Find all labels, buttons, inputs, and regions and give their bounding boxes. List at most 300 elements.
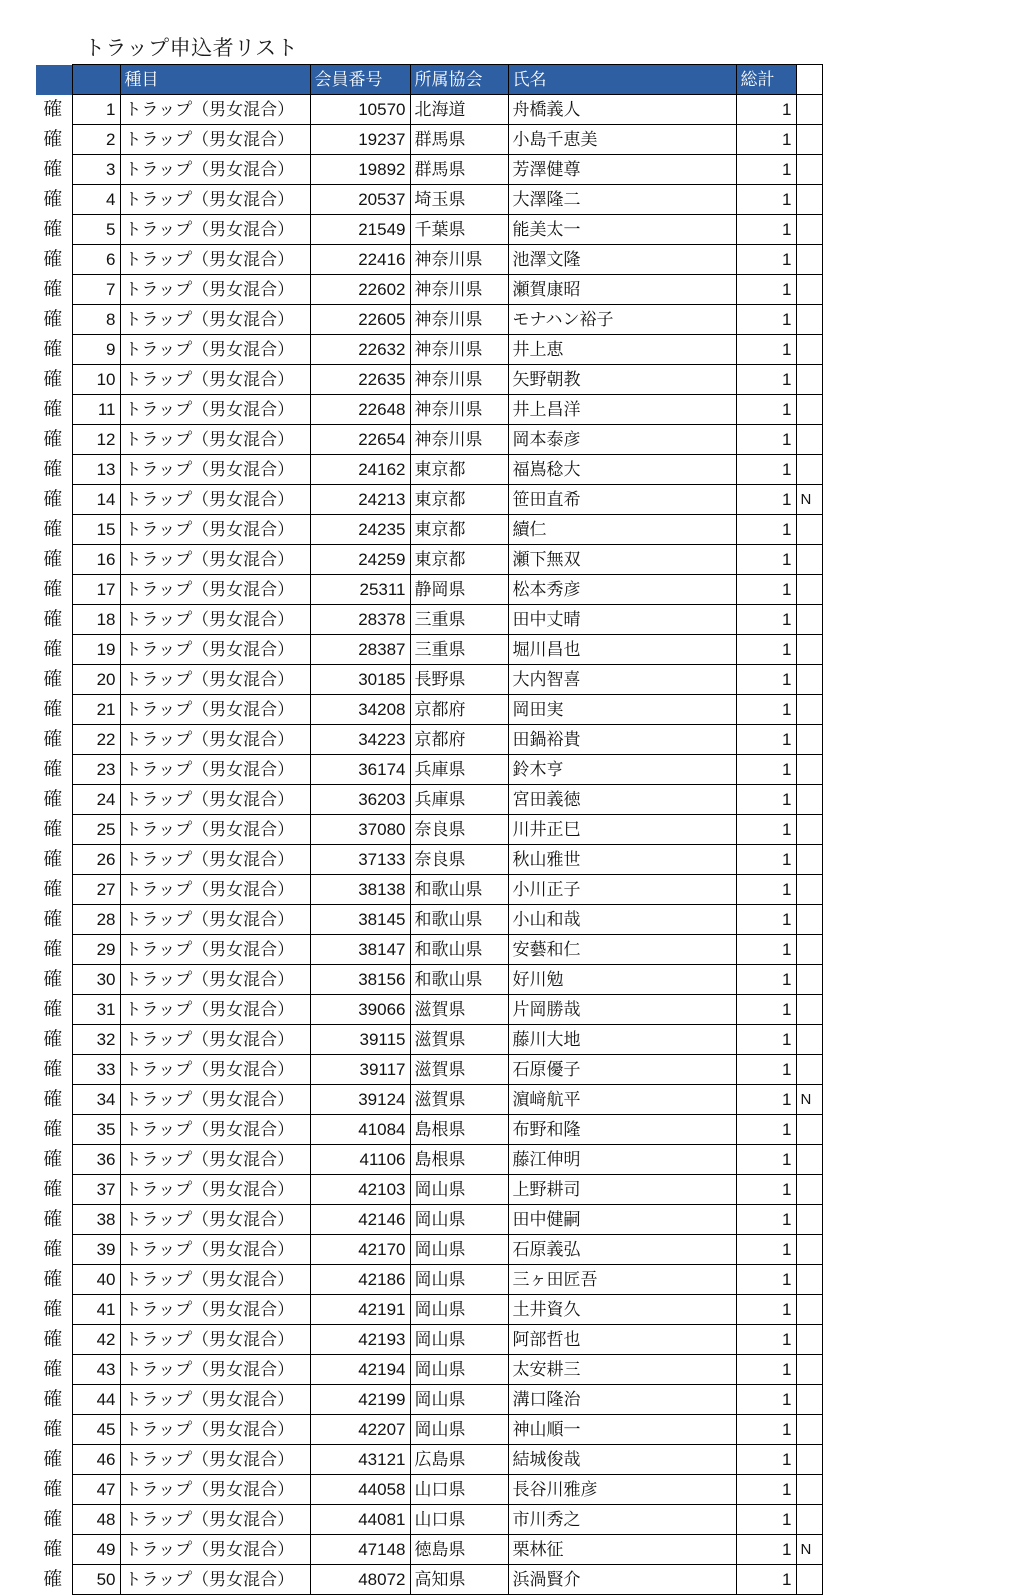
row-flag	[796, 815, 822, 845]
row-name: 松本秀彦	[508, 575, 736, 605]
row-name: 上野耕司	[508, 1175, 736, 1205]
row-name: 太安耕三	[508, 1355, 736, 1385]
row-name: 田鍋裕貴	[508, 725, 736, 755]
row-event: トラップ（男女混合）	[120, 1235, 310, 1265]
row-event: トラップ（男女混合）	[120, 545, 310, 575]
row-status: 確	[43, 639, 63, 660]
row-member-no: 37133	[310, 845, 410, 875]
row-number: 37	[72, 1175, 120, 1205]
row-total: 1	[736, 425, 796, 455]
row-total: 1	[736, 395, 796, 425]
row-total: 1	[736, 1205, 796, 1235]
row-association: 神奈川県	[410, 305, 508, 335]
row-total: 1	[736, 815, 796, 845]
row-number: 5	[72, 215, 120, 245]
row-total: 1	[736, 785, 796, 815]
row-name: 瀬下無双	[508, 545, 736, 575]
row-number: 38	[72, 1205, 120, 1235]
row-name: 岡本泰彦	[508, 425, 736, 455]
row-status: 確	[43, 1359, 63, 1380]
row-event: トラップ（男女混合）	[120, 725, 310, 755]
row-flag	[796, 215, 822, 245]
row-total: 1	[736, 1175, 796, 1205]
table-row	[36, 965, 822, 995]
row-event: トラップ（男女混合）	[120, 1145, 310, 1175]
row-event: トラップ（男女混合）	[120, 635, 310, 665]
row-event: トラップ（男女混合）	[120, 1295, 310, 1325]
row-number: 10	[72, 365, 120, 395]
row-flag	[796, 995, 822, 1025]
row-status: 確	[43, 1059, 63, 1080]
row-member-no: 42170	[310, 1235, 410, 1265]
row-flag	[796, 1265, 822, 1295]
row-status: 確	[43, 609, 63, 630]
row-flag	[796, 845, 822, 875]
row-number: 34	[72, 1085, 120, 1115]
row-status: 確	[43, 789, 63, 810]
table-row	[36, 875, 822, 905]
row-association: 和歌山県	[410, 905, 508, 935]
row-member-no: 42194	[310, 1355, 410, 1385]
row-association: 神奈川県	[410, 395, 508, 425]
row-total: 1	[736, 305, 796, 335]
row-number: 1	[72, 95, 120, 125]
row-association: 岡山県	[410, 1175, 508, 1205]
table-row	[36, 1265, 822, 1295]
row-name: 安藝和仁	[508, 935, 736, 965]
row-association: 京都府	[410, 725, 508, 755]
row-number: 40	[72, 1265, 120, 1295]
row-status: 確	[43, 909, 63, 930]
row-member-no: 39124	[310, 1085, 410, 1115]
row-event: トラップ（男女混合）	[120, 1445, 310, 1475]
page-title: トラップ申込者リスト	[84, 37, 299, 60]
table-row	[36, 725, 822, 755]
row-flag	[796, 575, 822, 605]
row-member-no: 42103	[310, 1175, 410, 1205]
row-member-no: 36174	[310, 755, 410, 785]
row-association: 神奈川県	[410, 335, 508, 365]
row-total: 1	[736, 1505, 796, 1535]
row-name: 宮田義徳	[508, 785, 736, 815]
row-number: 41	[72, 1295, 120, 1325]
row-flag	[796, 125, 822, 155]
row-member-no: 10570	[310, 95, 410, 125]
table-row	[36, 695, 822, 725]
row-flag	[796, 695, 822, 725]
row-association: 奈良県	[410, 815, 508, 845]
table-row	[36, 845, 822, 875]
row-name: 大澤隆二	[508, 185, 736, 215]
row-total: 1	[736, 1295, 796, 1325]
row-event: トラップ（男女混合）	[120, 1025, 310, 1055]
row-member-no: 22632	[310, 335, 410, 365]
row-event: トラップ（男女混合）	[120, 1475, 310, 1505]
row-number: 48	[72, 1505, 120, 1535]
row-status: 確	[43, 1239, 63, 1260]
row-status: 確	[43, 1449, 63, 1470]
row-event: トラップ（男女混合）	[120, 245, 310, 275]
row-status: 確	[43, 1569, 63, 1590]
row-event: トラップ（男女混合）	[120, 1415, 310, 1445]
row-event: トラップ（男女混合）	[120, 395, 310, 425]
row-status: 確	[43, 669, 63, 690]
row-status: 確	[43, 819, 63, 840]
row-number: 33	[72, 1055, 120, 1085]
row-number: 2	[72, 125, 120, 155]
row-status: 確	[43, 879, 63, 900]
applicant-list-table-wrap	[36, 64, 826, 1595]
row-total: 1	[736, 1085, 796, 1115]
row-total: 1	[736, 575, 796, 605]
row-number: 8	[72, 305, 120, 335]
row-number: 22	[72, 725, 120, 755]
table-row	[36, 1385, 822, 1415]
row-event: トラップ（男女混合）	[120, 1325, 310, 1355]
row-status: 確	[43, 519, 63, 540]
row-member-no: 42193	[310, 1325, 410, 1355]
row-flag	[796, 365, 822, 395]
row-total: 1	[736, 275, 796, 305]
row-status: 確	[43, 1209, 63, 1230]
row-number: 43	[72, 1355, 120, 1385]
row-association: 岡山県	[410, 1385, 508, 1415]
row-event: トラップ（男女混合）	[120, 1265, 310, 1295]
table-row	[36, 605, 822, 635]
table-row	[36, 545, 822, 575]
row-flag	[796, 1295, 822, 1325]
row-member-no: 39066	[310, 995, 410, 1025]
row-status: 確	[43, 1479, 63, 1500]
row-number: 17	[72, 575, 120, 605]
row-total: 1	[736, 1385, 796, 1415]
row-total: 1	[736, 665, 796, 695]
row-event: トラップ（男女混合）	[120, 215, 310, 245]
row-number: 15	[72, 515, 120, 545]
row-name: 舟橋義人	[508, 95, 736, 125]
table-row	[36, 1295, 822, 1325]
row-total: 1	[736, 875, 796, 905]
row-flag	[796, 785, 822, 815]
row-number: 29	[72, 935, 120, 965]
row-flag	[796, 1415, 822, 1445]
row-number: 26	[72, 845, 120, 875]
row-total: 1	[736, 1475, 796, 1505]
table-row	[36, 1055, 822, 1085]
row-flag	[796, 1205, 822, 1235]
row-number: 46	[72, 1445, 120, 1475]
row-total: 1	[736, 935, 796, 965]
row-status: 確	[43, 699, 63, 720]
row-number: 23	[72, 755, 120, 785]
row-total: 1	[736, 965, 796, 995]
row-member-no: 44081	[310, 1505, 410, 1535]
row-association: 群馬県	[410, 155, 508, 185]
row-event: トラップ（男女混合）	[120, 1175, 310, 1205]
table-body	[36, 95, 822, 1595]
row-flag	[796, 275, 822, 305]
row-name: モナハン裕子	[508, 305, 736, 335]
row-total: 1	[736, 725, 796, 755]
row-member-no: 37080	[310, 815, 410, 845]
row-member-no: 28378	[310, 605, 410, 635]
row-member-no: 22654	[310, 425, 410, 455]
row-member-no: 20537	[310, 185, 410, 215]
row-member-no: 22648	[310, 395, 410, 425]
row-number: 20	[72, 665, 120, 695]
table-row	[36, 1145, 822, 1175]
row-total: 1	[736, 1445, 796, 1475]
row-event: トラップ（男女混合）	[120, 875, 310, 905]
row-association: 岡山県	[410, 1205, 508, 1235]
row-event: トラップ（男女混合）	[120, 905, 310, 935]
row-status: 確	[43, 1149, 63, 1170]
column-header-member-no: 会員番号	[310, 65, 410, 95]
row-flag	[796, 515, 822, 545]
row-event: トラップ（男女混合）	[120, 335, 310, 365]
row-number: 42	[72, 1325, 120, 1355]
row-event: トラップ（男女混合）	[120, 125, 310, 155]
row-flag: N	[796, 1535, 822, 1565]
row-flag	[796, 1505, 822, 1535]
row-association: 兵庫県	[410, 755, 508, 785]
row-association: 奈良県	[410, 845, 508, 875]
row-event: トラップ（男女混合）	[120, 305, 310, 335]
row-member-no: 42146	[310, 1205, 410, 1235]
row-total: 1	[736, 125, 796, 155]
row-status: 確	[43, 159, 63, 180]
row-flag	[796, 1175, 822, 1205]
row-member-no: 42207	[310, 1415, 410, 1445]
row-name: 長谷川雅彦	[508, 1475, 736, 1505]
row-member-no: 42199	[310, 1385, 410, 1415]
row-member-no: 34208	[310, 695, 410, 725]
row-name: 福嶌稔大	[508, 455, 736, 485]
row-status: 確	[43, 849, 63, 870]
row-flag	[796, 95, 822, 125]
row-name: 大内智喜	[508, 665, 736, 695]
row-status: 確	[43, 969, 63, 990]
row-status: 確	[43, 1419, 63, 1440]
row-member-no: 38156	[310, 965, 410, 995]
row-status: 確	[43, 189, 63, 210]
table-row	[36, 905, 822, 935]
row-flag	[796, 875, 822, 905]
applicant-list-table	[36, 64, 823, 1595]
row-association: 三重県	[410, 635, 508, 665]
row-number: 11	[72, 395, 120, 425]
row-total: 1	[736, 365, 796, 395]
table-header-row	[36, 65, 822, 95]
row-number: 45	[72, 1415, 120, 1445]
row-name: 鈴木亨	[508, 755, 736, 785]
row-name: 小川正子	[508, 875, 736, 905]
row-association: 兵庫県	[410, 785, 508, 815]
row-flag	[796, 1355, 822, 1385]
row-name: 小山和哉	[508, 905, 736, 935]
row-flag	[796, 935, 822, 965]
row-name: 能美太一	[508, 215, 736, 245]
row-number: 9	[72, 335, 120, 365]
row-member-no: 42186	[310, 1265, 410, 1295]
row-association: 神奈川県	[410, 425, 508, 455]
row-status: 確	[43, 129, 63, 150]
row-status: 確	[43, 399, 63, 420]
row-association: 北海道	[410, 95, 508, 125]
row-total: 1	[736, 1355, 796, 1385]
row-status: 確	[43, 459, 63, 480]
row-flag	[796, 965, 822, 995]
row-event: トラップ（男女混合）	[120, 1085, 310, 1115]
row-name: 井上恵	[508, 335, 736, 365]
row-status: 確	[43, 99, 63, 120]
row-member-no: 22416	[310, 245, 410, 275]
column-header-no	[72, 65, 120, 95]
row-total: 1	[736, 155, 796, 185]
row-event: トラップ（男女混合）	[120, 455, 310, 485]
row-name: 小島千恵美	[508, 125, 736, 155]
table-row	[36, 935, 822, 965]
row-event: トラップ（男女混合）	[120, 605, 310, 635]
row-number: 14	[72, 485, 120, 515]
row-event: トラップ（男女混合）	[120, 1115, 310, 1145]
row-member-no: 24213	[310, 485, 410, 515]
row-name: 三ヶ田匠吾	[508, 1265, 736, 1295]
row-name: 栗林征	[508, 1535, 736, 1565]
row-name: 芳澤健尊	[508, 155, 736, 185]
row-total: 1	[736, 635, 796, 665]
row-name: 片岡勝哉	[508, 995, 736, 1025]
row-total: 1	[736, 755, 796, 785]
row-association: 東京都	[410, 455, 508, 485]
row-number: 49	[72, 1535, 120, 1565]
table-row	[36, 365, 822, 395]
row-name: 結城俊哉	[508, 1445, 736, 1475]
row-association: 島根県	[410, 1145, 508, 1175]
table-row	[36, 275, 822, 305]
row-name: 秋山雅世	[508, 845, 736, 875]
row-number: 50	[72, 1565, 120, 1595]
row-total: 1	[736, 485, 796, 515]
table-row	[36, 215, 822, 245]
table-row	[36, 815, 822, 845]
row-flag	[796, 1115, 822, 1145]
row-association: 和歌山県	[410, 875, 508, 905]
row-event: トラップ（男女混合）	[120, 1565, 310, 1595]
row-name: 石原義弘	[508, 1235, 736, 1265]
row-number: 32	[72, 1025, 120, 1055]
row-number: 3	[72, 155, 120, 185]
table-row	[36, 1085, 822, 1115]
row-total: 1	[736, 1115, 796, 1145]
row-member-no: 42191	[310, 1295, 410, 1325]
row-number: 27	[72, 875, 120, 905]
row-status: 確	[43, 219, 63, 240]
row-status: 確	[43, 369, 63, 390]
table-row	[36, 1505, 822, 1535]
row-member-no: 30185	[310, 665, 410, 695]
row-name: 堀川昌也	[508, 635, 736, 665]
row-flag	[796, 755, 822, 785]
row-total: 1	[736, 605, 796, 635]
row-member-no: 24259	[310, 545, 410, 575]
row-total: 1	[736, 695, 796, 725]
row-association: 岡山県	[410, 1265, 508, 1295]
row-event: トラップ（男女混合）	[120, 515, 310, 545]
row-name: 井上昌洋	[508, 395, 736, 425]
table-row	[36, 1235, 822, 1265]
row-flag	[796, 1055, 822, 1085]
row-flag	[796, 1445, 822, 1475]
table-row	[36, 635, 822, 665]
row-number: 21	[72, 695, 120, 725]
row-event: トラップ（男女混合）	[120, 425, 310, 455]
row-status: 確	[43, 339, 63, 360]
row-association: 広島県	[410, 1445, 508, 1475]
row-member-no: 47148	[310, 1535, 410, 1565]
row-name: 阿部哲也	[508, 1325, 736, 1355]
table-row	[36, 515, 822, 545]
row-flag	[796, 395, 822, 425]
row-number: 44	[72, 1385, 120, 1415]
row-name: 神山順一	[508, 1415, 736, 1445]
row-event: トラップ（男女混合）	[120, 965, 310, 995]
row-total: 1	[736, 185, 796, 215]
row-event: トラップ（男女混合）	[120, 995, 310, 1025]
row-member-no: 21549	[310, 215, 410, 245]
row-total: 1	[736, 1145, 796, 1175]
row-event: トラップ（男女混合）	[120, 1205, 310, 1235]
row-number: 36	[72, 1145, 120, 1175]
table-row	[36, 995, 822, 1025]
row-event: トラップ（男女混合）	[120, 935, 310, 965]
table-row	[36, 1325, 822, 1355]
table-header	[36, 65, 822, 95]
row-total: 1	[736, 515, 796, 545]
row-event: トラップ（男女混合）	[120, 755, 310, 785]
row-number: 6	[72, 245, 120, 275]
row-member-no: 44058	[310, 1475, 410, 1505]
row-status: 確	[43, 1029, 63, 1050]
row-name: 溝口隆治	[508, 1385, 736, 1415]
row-association: 岡山県	[410, 1235, 508, 1265]
row-number: 28	[72, 905, 120, 935]
row-member-no: 24235	[310, 515, 410, 545]
row-status: 確	[43, 1389, 63, 1410]
row-flag: N	[796, 485, 822, 515]
row-flag	[796, 1025, 822, 1055]
table-row	[36, 1415, 822, 1445]
row-member-no: 28387	[310, 635, 410, 665]
row-name: 川井正巳	[508, 815, 736, 845]
row-association: 滋賀県	[410, 995, 508, 1025]
row-name: 田中健嗣	[508, 1205, 736, 1235]
row-status: 確	[43, 579, 63, 600]
table-row	[36, 395, 822, 425]
row-number: 47	[72, 1475, 120, 1505]
row-association: 岡山県	[410, 1355, 508, 1385]
row-association: 東京都	[410, 545, 508, 575]
row-member-no: 36203	[310, 785, 410, 815]
row-name: 藤川大地	[508, 1025, 736, 1055]
row-association: 静岡県	[410, 575, 508, 605]
row-association: 千葉県	[410, 215, 508, 245]
row-association: 神奈川県	[410, 275, 508, 305]
row-number: 24	[72, 785, 120, 815]
row-name: 石原優子	[508, 1055, 736, 1085]
column-header-name: 氏名	[508, 65, 736, 95]
table-row	[36, 125, 822, 155]
